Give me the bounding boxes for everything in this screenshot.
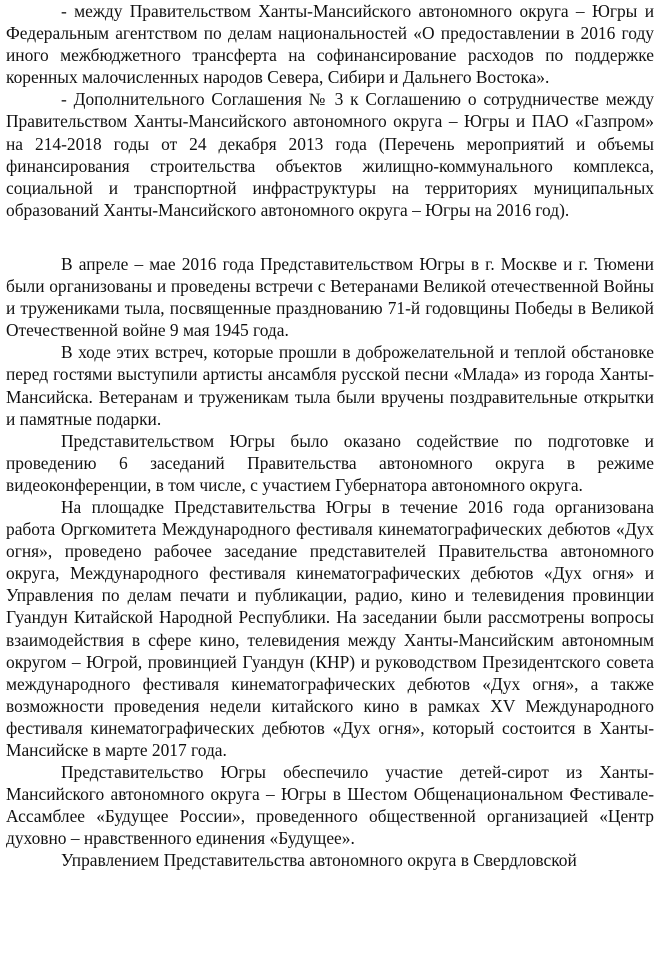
document-body [6,0,654,872]
paragraph-veterans-meetings: В апреле – мае 2016 года Представительством Югры в г. Москве и г. Тюмени были организованы и проведены встречи с Ветеранами Великой отечественной Войны и тружениками тыла, посвященные празднованию 71-й годовщины Победы в Великой Отечественной войне 9 мая 1945 года. [6,253,654,341]
paragraph-film-festival: На площадке Представительства Югры в течение 2016 года организована работа Оргкомитета Международного фестиваля кинематографических дебютов «Дух огня», проведено рабочее заседание представителей Правительства автономного округа, Международного фестиваля кинематографических дебютов «Дух огня» и Управления по делам печати и публикации, радио, кино и телевидения провинции Гуандун Китайской Народной Республики. На заседании были рассмотрены вопросы взаимодействия в сфере кино, телевидения между Ханты-Мансийским автономным округом – Югрой, провинцией Гуандун (КНР) и руководством Президентского совета международного фестиваля кинематографических дебютов «Дух огня», а также возможности проведения недели китайского кино в рамках XV Международного фестиваля кинематографических дебютов «Дух огня», который состоится в Ханты-Мансийске в марте 2017 года. [6,496,654,760]
paragraph-agreement-gazprom: - Дополнительного Соглашения № 3 к Соглашению о сотрудничестве между Правительством Ханты-Мансийского автономного округа – Югры и ПАО «Газпром» на 214-2018 годы от 24 декабря 2013 года (Перечень мероприятий и объемы финансирования строительства объектов жилищно-коммунального комплекса, социальной и транспортной инфраструктуры на территориях муниципальных образований Ханты-Мансийского автономного округа – Югры на 2016 год). [6,89,654,220]
paragraph-meetings-atmosphere: В ходе этих встреч, которые прошли в доброжелательной и теплой обстановке перед гостями выступили артисты ансамбля русской песни «Млада» из города Ханты-Мансийска. Ветеранам и труженикам тыла были вручены поздравительные открытки и памятные подарки. [6,342,654,429]
paragraph-sverdlovsk: Управлением Представительства автономного округа в Свердловской [61,850,577,871]
paragraph-agreement-nationalities: - между Правительством Ханты-Мансийского автономного округа – Югры и Федеральным агентством по делам национальностей «О предоставлении в 2016 году иного межбюджетного трансферта на софинансирование расходов по поддержке коренных малочисленных народов Севера, Сибири и Дальнего Востока». [6,1,654,88]
paragraph-spacer [6,221,654,253]
paragraph-videoconference: Представительством Югры было оказано содействие по подготовке и проведению 6 заседаний Правительства автономного округа в режиме видеоконференции, в том числе, с участием Губернатора автономного округа. [6,430,654,495]
paragraph-orphans-festival: Представительство Югры обеспечило участие детей-сирот из Ханты-Мансийского автономного округа – Югры в Шестом Общенациональном Фестивале-Ассамблее «Будущее России», проведенного общественной организацией «Центр духовно – нравственного единения «Будущее». [6,762,654,849]
